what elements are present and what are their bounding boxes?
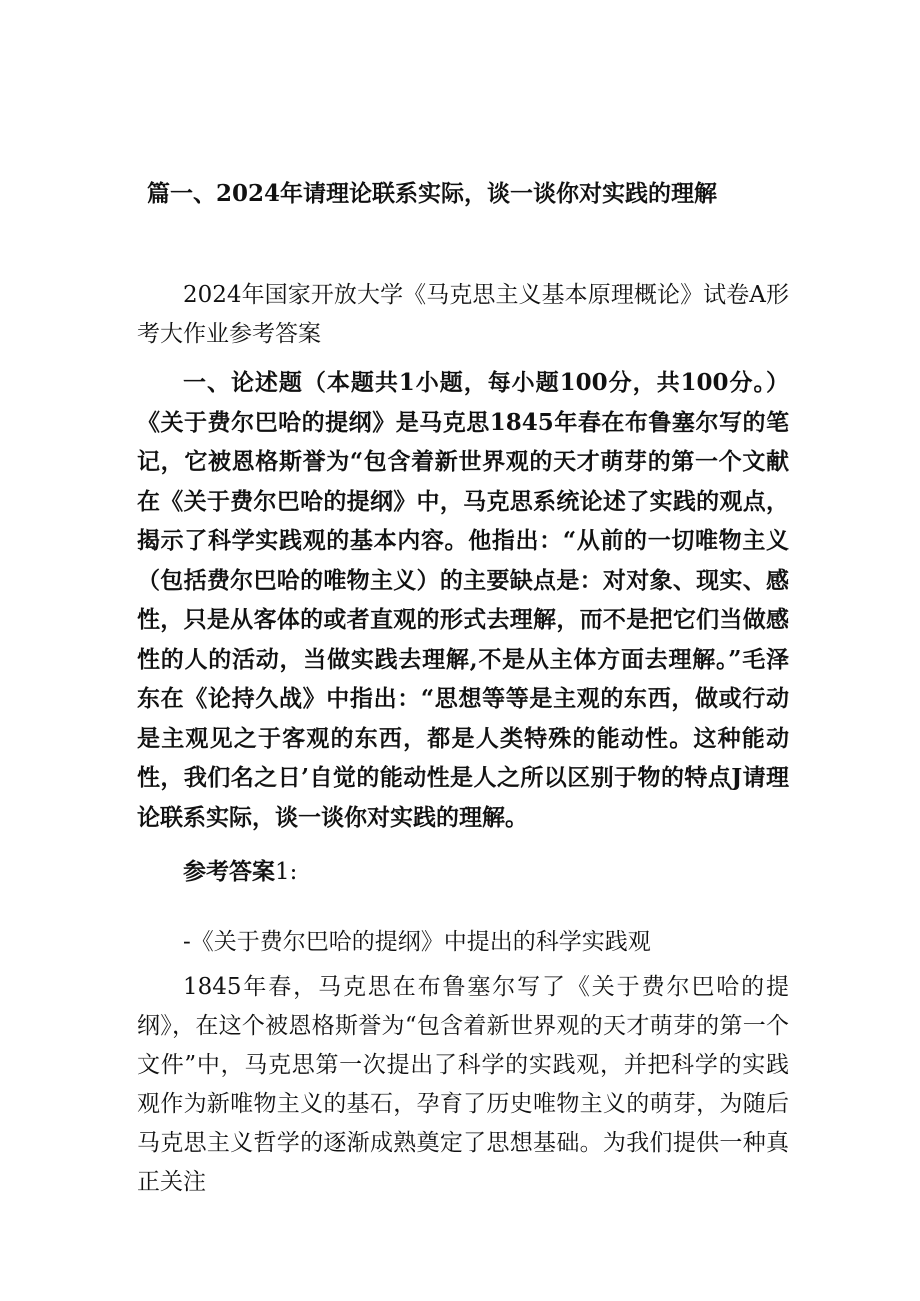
intro-paragraph: 2024年国家开放大学《马克思主义基本原理概论》试卷A形考大作业参考答案 [137, 282, 789, 347]
section-subheading: -《关于费尔巴哈的提纲》中提出的科学实践观 [183, 929, 651, 955]
answer-paragraph: 1845年春，马克思在布鲁塞尔写了《关于费尔巴哈的提纲》，在这个被恩格斯誉为“包含着新世界观的天才萌芽的第一个文件”中，马克思第一次提出了科学的实践观，并把科学的实践观作为新唯物主义的基石，孕育了历史唯物主义的萌芽，为随后马克思主义哲学的逐渐成熟奠定了思想基础。为我们提供一种真正关注 [137, 974, 789, 1195]
answer-label-text: 参考答案 [183, 858, 275, 885]
answer-label-number: 1: [275, 859, 298, 885]
question-paragraph: 一、论述题（本题共1小题，每小题100分，共100分。）《关于费尔巴哈的提纲》是马克思1845年春在布鲁塞尔写的笔记，它被恩格斯誉为“包含着新世界观的天才萌芽的第一个文献在《关于费尔巴哈的提纲》中，马克思系统论述了实践的观点，揭示了科学实践观的基本内容。他指出：“从前的一切唯物主义（包括费尔巴哈的唯物主义）的主要缺点是：对对象、现实、感性，只是从客体的或者直观的形式去理解，而不是把它们当做感性的人的活动，当做实践去理解,不是从主体方面去理解。”毛泽东在《论持久战》中指出：“思想等等是主观的东西，做或行动是主观见之于客观的东西，都是人类特殊的能动性。这种能动性，我们名之日’自觉的能动性是人之所以区别于物的特点J请理论联系实际，谈一谈你对实践的理解。 [137, 369, 789, 831]
document-title: 篇一、2024年请理论联系实际，谈一谈你对实践的理解 [147, 180, 718, 207]
answer-label [183, 852, 835, 892]
